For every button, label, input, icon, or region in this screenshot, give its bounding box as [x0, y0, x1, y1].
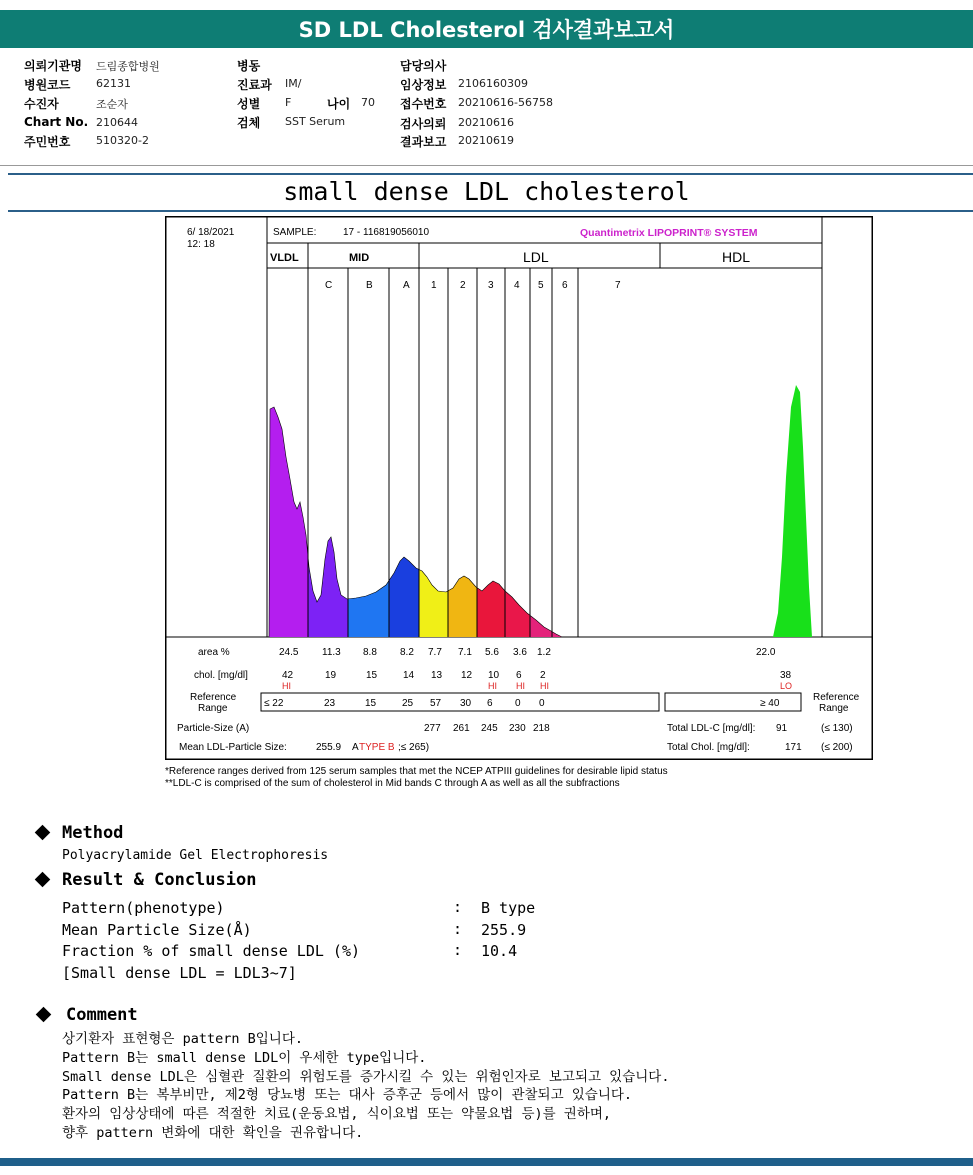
- comment-line: 환자의 임상상태에 따른 적절한 치료(운동요법, 식이요법 또는 약물요법 등)를 권하며,: [62, 1106, 612, 1122]
- result-title: Result & Conclusion: [62, 870, 257, 890]
- result-value: 255.9: [481, 921, 527, 939]
- method-text: Polyacrylamide Gel Electrophoresis: [62, 848, 329, 863]
- area-value: 5.6: [485, 647, 499, 658]
- comment-title: Comment: [66, 1005, 138, 1025]
- info-value: IM/: [285, 77, 302, 90]
- chol-flag: HI: [488, 681, 497, 691]
- footnote-2: **LDL-C is comprised of the sum of cholesterol in Mid bands C through A as well as all the subfractions: [165, 778, 620, 789]
- info-value: 조순자: [96, 98, 128, 111]
- area-value: 3.6: [513, 647, 527, 658]
- ref-value: 30: [460, 698, 472, 709]
- band-label: C: [325, 280, 333, 291]
- footnote-1: *Reference ranges derived from 125 serum samples that met the NCEP ATPIII guidelines for desirable lipid status: [165, 766, 668, 777]
- result-value: B type: [481, 899, 536, 917]
- chol-value: 15: [366, 670, 378, 681]
- info-label: 접수번호: [400, 97, 447, 111]
- chol-label: chol. [mg/dl]: [194, 670, 248, 681]
- footer-bar: [0, 1158, 973, 1166]
- ref-label-1: Reference: [190, 692, 237, 703]
- info-value: 드림종합병원: [96, 60, 160, 73]
- area-value: 11.3: [322, 647, 341, 658]
- brand-logo: Quantimetrix LIPOPRINT® SYSTEM: [580, 227, 758, 239]
- band-label: 6: [562, 280, 568, 291]
- chol-flag: HI: [540, 681, 549, 691]
- particle-value: 230: [509, 723, 526, 734]
- chol-value: 12: [461, 670, 473, 681]
- band-label: 5: [538, 280, 544, 291]
- info-label: 담당의사: [400, 59, 447, 73]
- ref-right-2: Range: [819, 703, 849, 714]
- area-value: 8.8: [363, 647, 377, 658]
- info-value: 62131: [96, 77, 131, 90]
- sample-label: SAMPLE:: [273, 227, 317, 238]
- area-value: 7.7: [428, 647, 442, 658]
- band-label: B: [366, 280, 373, 291]
- info-label: Chart No.: [24, 115, 89, 129]
- info-value: 70: [361, 96, 375, 109]
- comment-line: Small dense LDL은 심혈관 질환의 위험도를 증가시킬 수 있는 위험인자로 보고되고 있습니다.: [62, 1069, 670, 1085]
- comment-line: 상기환자 표현형은 pattern B입니다.: [62, 1031, 303, 1047]
- info-label: 검체: [237, 116, 261, 130]
- info-label: 나이: [327, 97, 351, 111]
- total-chol-value: 171: [785, 742, 802, 753]
- particle-value: 277: [424, 723, 441, 734]
- particle-value: 245: [481, 723, 498, 734]
- area-value: 1.2: [537, 647, 551, 658]
- chol-hdl-flag: LO: [780, 681, 793, 691]
- info-label: 임상정보: [400, 78, 447, 92]
- total-chol-ref: (≤ 200): [821, 742, 853, 753]
- area-value: 8.2: [400, 647, 414, 658]
- bullet-diamond-icon: [36, 1007, 52, 1023]
- chol-hdl: 38: [780, 670, 792, 681]
- chol-value: 42: [282, 670, 294, 681]
- chol-value: 19: [325, 670, 337, 681]
- bullet-diamond-icon: [35, 872, 51, 888]
- info-value: F: [285, 96, 292, 109]
- result-colon: :: [453, 941, 463, 959]
- info-label: 의뢰기관명: [24, 59, 82, 73]
- sample-id: 17 - 116819056010: [343, 227, 430, 238]
- info-label: 검사의뢰: [400, 117, 447, 131]
- ref-value: 6: [487, 698, 493, 709]
- report-time: 12: 18: [187, 239, 215, 250]
- particle-value: 261: [453, 723, 470, 734]
- ref-value: 25: [402, 698, 414, 709]
- info-label: 결과보고: [400, 135, 447, 149]
- comment-line: 향후 pattern 변화에 대한 확인을 권유합니다.: [62, 1125, 364, 1141]
- info-label: 병동: [237, 59, 261, 73]
- info-value: 210644: [96, 116, 138, 129]
- total-ldl-value: 91: [776, 723, 788, 734]
- total-ldl-label: Total LDL-C [mg/dl]:: [667, 723, 756, 734]
- info-label: 병원코드: [24, 78, 71, 92]
- band-label: 4: [514, 280, 520, 291]
- chol-value: 14: [403, 670, 415, 681]
- area-value: 7.1: [458, 647, 472, 658]
- ref-label-2: Range: [198, 703, 228, 714]
- result-colon: :: [453, 920, 463, 938]
- ref-hdl: ≥ 40: [760, 698, 780, 709]
- ref-value: 57: [430, 698, 442, 709]
- info-value: 20210619: [458, 134, 514, 147]
- group-hdl: HDL: [722, 249, 751, 265]
- mean-type-b: TYPE B: [359, 742, 395, 753]
- chol-flag: HI: [516, 681, 525, 691]
- report-banner: [0, 10, 973, 48]
- group-vldl: VLDL: [270, 252, 299, 264]
- band-label: 3: [488, 280, 494, 291]
- area-label: area %: [198, 647, 230, 658]
- band-label: 2: [460, 280, 466, 291]
- method-title: Method: [62, 823, 124, 843]
- chol-value: 6: [516, 670, 522, 681]
- ref-right-1: Reference: [813, 692, 860, 703]
- ref-value: 15: [365, 698, 377, 709]
- particle-value: 218: [533, 723, 550, 734]
- result-colon: :: [453, 898, 463, 916]
- group-ldl: LDL: [523, 249, 549, 265]
- report-title: SD LDL Cholesterol 검사결과보고서: [298, 18, 675, 42]
- report-subtitle: small dense LDL cholesterol: [283, 177, 690, 206]
- info-label: 수진자: [24, 97, 59, 111]
- ref-value: ≤ 22: [264, 698, 284, 709]
- group-mid: MID: [349, 252, 370, 264]
- divider: [8, 173, 973, 175]
- info-label: 주민번호: [24, 135, 71, 149]
- patient-info: [0, 48, 973, 166]
- result-note: [Small dense LDL = LDL3~7]: [62, 964, 297, 982]
- band-label: A: [403, 280, 410, 291]
- particle-label: Particle-Size (A): [177, 723, 250, 734]
- info-value: 20210616-56758: [458, 96, 553, 109]
- total-chol-label: Total Chol. [mg/dl]:: [667, 742, 750, 753]
- mean-type-a: A: [352, 742, 359, 753]
- ref-value: 0: [515, 698, 521, 709]
- result-label: Fraction % of small dense LDL (%): [62, 942, 361, 960]
- info-label: 진료과: [237, 78, 272, 92]
- area-value: 24.5: [279, 647, 299, 658]
- ref-value: 23: [324, 698, 336, 709]
- lipoprint-report: [165, 216, 873, 760]
- ref-value: 0: [539, 698, 545, 709]
- info-value: SST Serum: [285, 115, 346, 128]
- chol-value: 10: [488, 670, 500, 681]
- bullet-diamond-icon: [35, 825, 51, 841]
- info-value: 2106160309: [458, 77, 528, 90]
- result-value: 10.4: [481, 942, 518, 960]
- chol-flag: HI: [282, 681, 291, 691]
- info-label: 성별: [237, 97, 261, 111]
- result-label: Mean Particle Size(Å): [62, 921, 252, 939]
- comment-line: Pattern B는 복부비만, 제2형 당뇨병 또는 대사 증후군 등에서 많이 관찰되고 있습니다.: [62, 1087, 633, 1103]
- total-ldl-ref: (≤ 130): [821, 723, 853, 734]
- divider: [8, 210, 973, 212]
- mean-ref: ;≤ 265): [398, 742, 430, 753]
- result-label: Pattern(phenotype): [62, 899, 225, 917]
- chol-value: 2: [540, 670, 546, 681]
- mean-label: Mean LDL-Particle Size:: [179, 742, 287, 753]
- mean-value: 255.9: [316, 742, 342, 753]
- info-value: 20210616: [458, 116, 514, 129]
- report-date: 6/ 18/2021: [187, 227, 235, 238]
- band-label: 7: [615, 280, 621, 291]
- chol-value: 13: [431, 670, 443, 681]
- band-label: 1: [431, 280, 437, 291]
- area-hdl: 22.0: [756, 647, 776, 658]
- info-value: 510320-2: [96, 134, 149, 147]
- comment-line: Pattern B는 small dense LDL이 우세한 type입니다.: [62, 1050, 427, 1066]
